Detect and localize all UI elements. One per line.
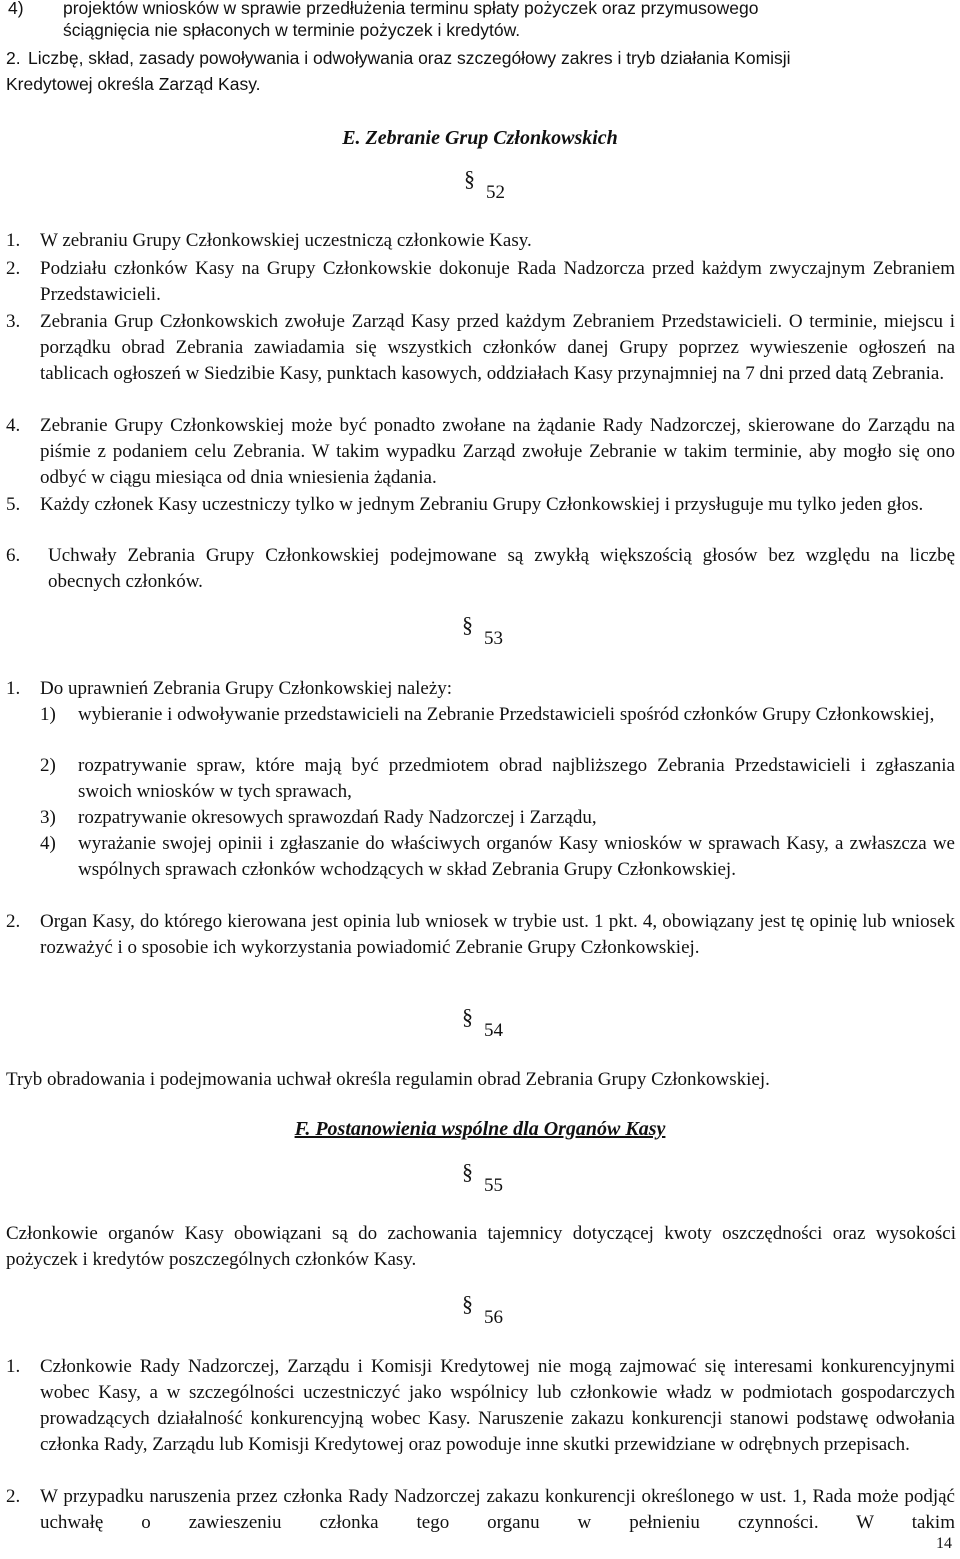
subitem-number: 1) [40, 704, 56, 725]
sub-list-item: wybieranie i odwoływanie przedstawicieli na Zebranie Przedstawicieli spośród członków Grupy Członkowskiej, [78, 704, 935, 725]
paragraph-number: 52 [486, 182, 505, 203]
item-number: 4) [8, 0, 24, 18]
paragraph-text: Tryb obradowania i podejmowania uchwał określa regulamin obrad Zebrania Grupy Członkowskiej. [6, 1069, 770, 1090]
list-item: Członkowie Rady Nadzorczej, Zarządu i Komisji Kredytowej nie mogą zajmować się interesami konkurencyjnymi wobec Kasy, a w szczególności uczestniczyć jako wspólnicy lub członkowie władz w podmiotach gospodarczych prowadzących działalność konkurencyjną wobec Kasy. Naruszenie zakazu konkurencji stanowi podstawę odwołania członka Rady, Zarządu lub Komisji Kredytowej oraz powoduje inne skutki przewidziane w odrębnych przepisach. [40, 1356, 955, 1455]
section-sign: § [462, 1159, 473, 1184]
item-number: 3. [6, 311, 21, 332]
list-item: Organ Kasy, do którego kierowana jest opinia lub wniosek w trybie ust. 1 pkt. 4, obowiązany jest tę opinię lub wniosek rozważyć i o sposobie ich wykorzystania powiadomić Zebranie Grupy Członkowskiej. [40, 911, 955, 958]
text-line: Liczbę, skład, zasady powoływania i odwoływania oraz szczegółowy zakres i tryb działania Komisji [28, 48, 791, 68]
text-line: ściągnięcia nie spłaconych w terminie pożyczek i kredytów. [63, 20, 521, 40]
text-line: Kredytowej określa Zarząd Kasy. [6, 74, 261, 94]
subitem-number: 4) [40, 833, 56, 854]
list-item: Każdy członek Kasy uczestniczy tylko w jednym Zebraniu Grupy Członkowskiej i przysługuje mu tylko jeden głos. [40, 494, 924, 515]
item-number: 5. [6, 494, 21, 515]
sub-list-item: rozpatrywanie spraw, które mają być przedmiotem obrad najbliższego Zebrania Przedstawicieli i zgłaszania swoich wniosków w tych sprawach, [78, 755, 955, 802]
list-item: Do uprawnień Zebrania Grupy Członkowskiej należy: [40, 678, 453, 699]
section-sign: § [462, 612, 473, 637]
list-item: Podziału członków Kasy na Grupy Członkowskie dokonuje Rada Nadzorcza przed każdym zwyczajnym Zebraniem Przedstawicieli. [40, 258, 955, 305]
item-number: 4. [6, 415, 21, 436]
list-item: W przypadku naruszenia przez członka Rady Nadzorczej zakazu konkurencji określonego w ust. 1, Rada może podjąć uchwałę o zawieszeniu członka tego organu w pełnieniu czynności. W takim [40, 1486, 955, 1533]
item-number: 2. [6, 1486, 21, 1507]
paragraph-number: 2. [6, 48, 21, 68]
section-sign: § [462, 1291, 473, 1316]
paragraph-number: 56 [484, 1307, 503, 1328]
section-heading: F. Postanowienia wspólne dla Organów Kasy [294, 1118, 666, 1140]
paragraph-number: 54 [484, 1020, 503, 1041]
section-heading: E. Zebranie Grup Członkowskich [342, 127, 618, 149]
subitem-number: 2) [40, 755, 56, 776]
list-item: Zebrania Grup Członkowskich zwołuje Zarząd Kasy przed każdym Zebraniem Przedstawicieli. O terminie, miejscu i porządku obrad Zebrania zawiadamia się wszystkich członków danej Grupy poprzez wywieszenie ogłoszeń na tablicach ogłoszeń w Siedzibie Kasy, punktach kasowych, oddziałach Kasy przynajmniej na 7 dni przed datą Zebrania. [40, 311, 955, 384]
sub-list-item: wyrażanie swojej opinii i zgłaszanie do właściwych organów Kasy wniosków w sprawach Kasy, a zwłaszcza we wspólnych sprawach członków wchodzących w skład Zebrania Grupy Członkowskiej. [78, 833, 955, 880]
list-item: Zebranie Grupy Członkowskiej może być ponadto zwołane na żądanie Rady Nadzorczej, skierowane do Zarządu na piśmie z podaniem celu Zebrania. W takim wypadku Zarząd zwołuje Zebranie w takim terminie, aby mogło się ono odbyć w ciągu miesiąca od dnia wniesienia żądania. [40, 415, 955, 488]
item-number: 2. [6, 258, 21, 279]
item-number: 6. [6, 545, 21, 566]
paragraph-text: Członkowie organów Kasy obowiązani są do zachowania tajemnicy dotyczącej kwoty oszczędności oraz wysokości pożyczek i kredytów poszczególnych członków Kasy. [6, 1223, 956, 1270]
paragraph-number: 53 [484, 628, 503, 649]
page-number: 14 [936, 1535, 952, 1552]
list-item: W zebraniu Grupy Członkowskiej uczestniczą członkowie Kasy. [40, 230, 532, 251]
item-number: 1. [6, 230, 21, 251]
subitem-number: 3) [40, 807, 56, 828]
sub-list-item: rozpatrywanie okresowych sprawozdań Rady Nadzorczej i Zarządu, [78, 807, 597, 828]
paragraph-number: 55 [484, 1175, 503, 1196]
section-sign: § [464, 166, 475, 191]
item-number: 2. [6, 911, 21, 932]
list-item: Uchwały Zebrania Grupy Członkowskiej podejmowane są zwykłą większością głosów bez względu na liczbę obecnych członków. [48, 545, 955, 592]
text-line: projektów wniosków w sprawie przedłużenia terminu spłaty pożyczek oraz przymusowego [63, 0, 759, 18]
item-number: 1. [6, 1356, 21, 1377]
item-number: 1. [6, 678, 21, 699]
section-sign: § [462, 1004, 473, 1029]
